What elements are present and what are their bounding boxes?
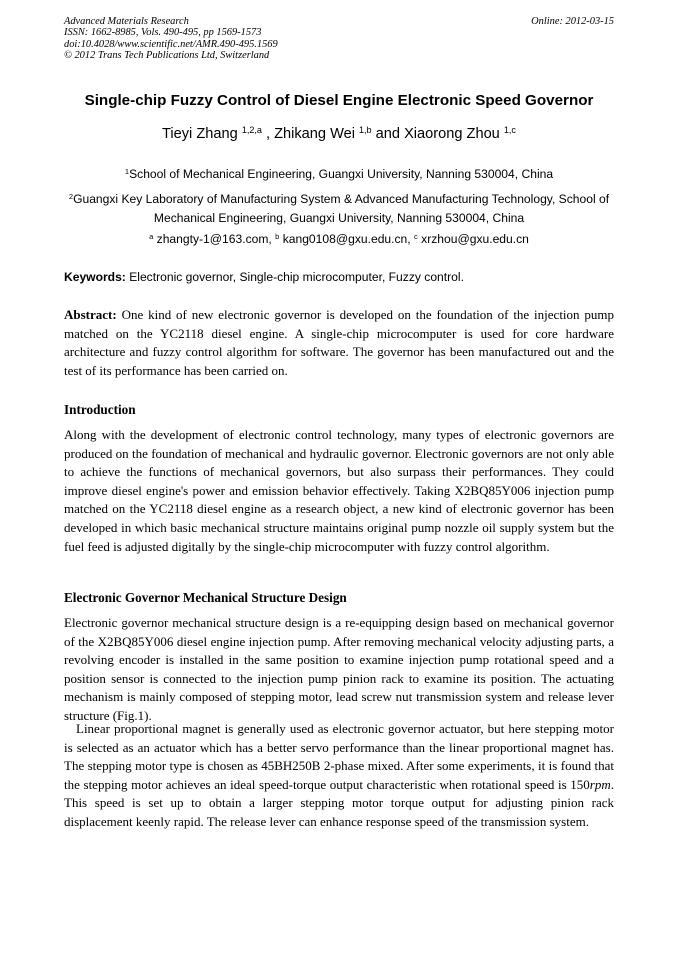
author-name: Tieyi Zhang — [162, 126, 238, 142]
affiliation-1 — [64, 165, 614, 184]
doi-line: doi:10.4028/www.scientific.net/AMR.490-495.1569 — [64, 38, 278, 50]
email-mark: b — [275, 231, 280, 241]
paper-title: Single-chip Fuzzy Control of Diesel Engine Electronic Speed Governor — [84, 92, 594, 109]
keywords-label: Keywords: — [64, 270, 126, 284]
abstract — [64, 306, 614, 380]
affiliation-mark: 2 — [68, 191, 74, 201]
introduction-paragraph: Along with the development of electronic control technology, many types of electronic governors are produced on the foundation of mechanical and hydraulic governor. Electronic governors are not only able to achieve the functions of mechanical governors, but also surpass their performances. They could improve diesel engine's power and emission behavior effectively. Taking X2BQ85Y006 injection pump matched on the YC2118 diesel engine as a research object, a new kind of electronic governor has been developed in which basic mechanical structure maintains original pump nozzle oil supply system but the fuel feed is adjusted digitally by the single-chip microcomputer with fuzzy control algorithm. — [64, 427, 614, 554]
affiliation-2 — [64, 190, 614, 227]
author-affiliation-mark: 1,c — [503, 125, 516, 136]
affiliation-text: School of Mechanical Engineering, Guangxi University, Nanning 530004, China — [129, 167, 554, 181]
email-address: kang0108@gxu.edu.cn, — [282, 232, 411, 246]
keywords-text: Electronic governor, Single-chip microcomputer, Fuzzy control. — [129, 270, 464, 284]
section-heading-mechanical-design: Electronic Governor Mechanical Structure Design — [64, 590, 347, 605]
journal-header — [64, 16, 614, 62]
issn-line: ISSN: 1662-8985, Vols. 490-495, pp 1569-1573 — [64, 27, 262, 39]
keywords — [64, 270, 614, 284]
mechanical-paragraph-2 — [64, 720, 614, 832]
author-affiliation-mark: 1,b — [359, 125, 372, 136]
email-list — [64, 232, 614, 246]
affiliation-mark: 1 — [124, 166, 130, 176]
author-separator: and — [371, 126, 405, 142]
rpm-unit: rpm — [589, 776, 611, 792]
online-date: Online: 2012-03-15 — [531, 16, 614, 27]
section-heading-introduction: Introduction — [64, 402, 136, 417]
email-address: zhangty-1@163.com, — [156, 232, 272, 246]
paragraph-text: Linear proportional magnet is generally used as electronic governor actuator, but here stepping motor is selected as an actuator which has a better servo performance than the linear proportional magnet has. The stepping motor type is chosen as 45BH250B 2-phase mixed. After some experiments, it is found that the stepping motor achieves an ideal speed-torque output characteristic when rotational speed is 150 — [64, 721, 614, 792]
abstract-text: One kind of new electronic governor is developed on the foundation of the injection pump matched on the YC2118 diesel engine. A single-chip microcomputer is used for core hardware architecture and fuzzy control algorithm for software. The governor has been manufactured out and the test of its performance has been carried on. — [64, 307, 615, 378]
mechanical-paragraph-1: Electronic governor mechanical structure design is a re-equipping design based on mechanical governor of the X2BQ85Y006 diesel engine injection pump. After removing mechanical velocity adjusting parts, a revolving encoder is installed in the same position to examine injection pump rotational speed and a position sensor is connected to the injection pump pinion rack to examine its position. The actuating mechanism is mainly composed of stepping motor, lead screw nut transmission system and release lever structure (Fig.1). — [64, 615, 614, 723]
author-name: Zhikang Wei — [274, 126, 355, 142]
email-mark: c — [414, 231, 418, 241]
author-separator: , — [261, 126, 275, 142]
email-mark: a — [149, 231, 154, 241]
copyright-line: © 2012 Trans Tech Publications Ltd, Switzerland — [64, 50, 270, 62]
paragraph-text: . This speed is set up to obtain a larger stepping motor torque output for adjusting pinion rack displacement keenly rapid. The release lever can enhance response speed of the transmission system. — [64, 776, 614, 829]
author-name: Xiaorong Zhou — [404, 126, 500, 142]
affiliation-text: Guangxi Key Laboratory of Manufacturing System & Advanced Manufacturing Technology, School of Mechanical Engineering, Guangxi University, Nanning 530004, China — [73, 192, 610, 225]
author-affiliation-mark: 1,2,a — [241, 125, 262, 136]
author-list — [40, 126, 638, 142]
email-address: xrzhou@gxu.edu.cn — [421, 232, 529, 246]
journal-name: Advanced Materials Research — [64, 16, 189, 27]
abstract-label: Abstract: — [64, 307, 117, 322]
